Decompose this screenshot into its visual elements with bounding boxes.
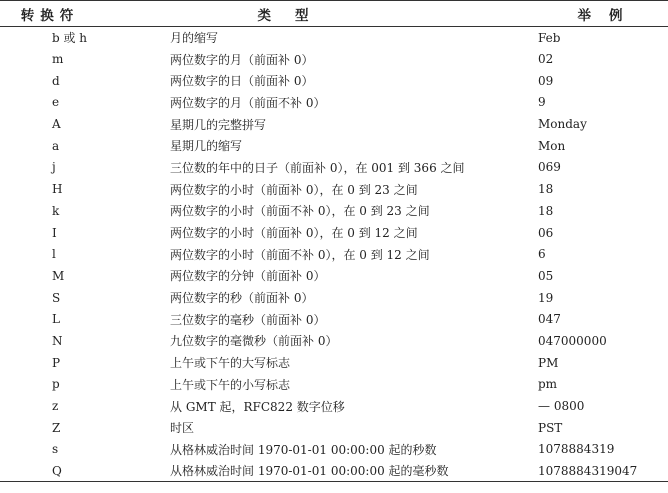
header-conversion: 转换符 xyxy=(0,1,160,27)
conversion-cell: s xyxy=(52,442,59,457)
example-cell: 19 xyxy=(538,290,554,305)
table-row xyxy=(0,439,668,461)
example-cell: 1078884319 xyxy=(538,442,615,457)
table-header-row xyxy=(0,1,668,27)
example-cell: PST xyxy=(538,420,563,435)
table-row xyxy=(0,113,668,135)
type-cell: 两位数字的小时（前面不补 0），在 0 到 12 之间 xyxy=(170,247,430,262)
conversion-cell: p xyxy=(52,377,60,392)
conversion-cell: S xyxy=(52,290,61,305)
table-row xyxy=(0,265,668,287)
header-example: 举例 xyxy=(530,1,668,27)
table-row xyxy=(0,92,668,114)
example-cell: — 0800 xyxy=(538,399,585,414)
type-cell: 上午或下午的小写标志 xyxy=(170,377,291,392)
table-row xyxy=(0,178,668,200)
example-cell: 1078884319047 xyxy=(530,460,668,482)
example-cell: Feb xyxy=(538,30,561,45)
conversion-cell: z xyxy=(52,399,59,414)
type-cell: 两位数字的小时（前面补 0），在 0 到 12 之间 xyxy=(170,226,418,241)
conversion-cell: e xyxy=(52,95,60,110)
example-cell: 18 xyxy=(538,203,554,218)
type-cell: 三位数的年中的日子（前面补 0），在 001 到 366 之间 xyxy=(170,160,465,175)
example-cell: 09 xyxy=(538,73,554,88)
example-cell: 047000000 xyxy=(538,333,607,348)
type-cell: 月的缩写 xyxy=(170,31,219,46)
type-cell: 两位数字的秒（前面补 0） xyxy=(170,291,314,306)
table-row xyxy=(0,48,668,70)
example-cell: 05 xyxy=(538,268,554,283)
table-row xyxy=(0,200,668,222)
example-cell: 9 xyxy=(538,95,546,110)
type-cell: 星期几的缩写 xyxy=(170,139,243,154)
example-cell: Monday xyxy=(538,117,587,132)
type-cell: 两位数字的日（前面补 0） xyxy=(170,74,314,89)
type-cell: 两位数字的小时（前面不补 0），在 0 到 23 之间 xyxy=(170,204,430,219)
table-body xyxy=(0,27,668,482)
conversion-cell: b 或 h xyxy=(52,31,88,46)
example-cell: PM xyxy=(538,355,559,370)
type-cell: 九位数字的毫微秒（前面补 0） xyxy=(170,334,338,349)
table-row xyxy=(0,374,668,396)
conversion-cell: L xyxy=(52,312,60,327)
example-cell: Mon xyxy=(538,138,566,153)
conversion-cell: H xyxy=(52,182,63,197)
type-cell: 星期几的完整拼写 xyxy=(170,117,267,132)
type-cell: 三位数字的毫秒（前面补 0） xyxy=(170,312,326,327)
table-row xyxy=(0,395,668,417)
conversion-cell: M xyxy=(52,268,65,283)
table-row xyxy=(0,157,668,179)
example-cell: 6 xyxy=(538,247,546,262)
example-cell: 069 xyxy=(538,160,561,175)
table-row xyxy=(0,287,668,309)
table-row xyxy=(0,330,668,352)
conversion-cell: m xyxy=(52,52,64,67)
conversion-cell: Q xyxy=(0,460,160,482)
conversion-cell: P xyxy=(52,355,61,370)
table-row xyxy=(0,135,668,157)
type-cell: 时区 xyxy=(170,421,195,436)
conversion-cell: Z xyxy=(52,420,61,435)
example-cell: 18 xyxy=(538,182,554,197)
table-row xyxy=(0,222,668,244)
type-cell: 两位数字的月（前面补 0） xyxy=(170,52,314,67)
conversion-cell: j xyxy=(52,160,56,175)
type-cell: 从格林威治时间 1970-01-01 00:00:00 起的毫秒数 xyxy=(160,460,530,482)
example-cell: 06 xyxy=(538,225,554,240)
conversion-cell: d xyxy=(52,73,60,88)
table-row xyxy=(0,417,668,439)
table-row xyxy=(0,243,668,265)
type-cell: 两位数字的小时（前面补 0），在 0 到 23 之间 xyxy=(170,182,418,197)
conversion-cell: N xyxy=(52,333,63,348)
conversion-cell: k xyxy=(52,203,60,218)
header-type: 类型 xyxy=(160,1,530,27)
conversion-cell: A xyxy=(52,117,61,132)
table-row xyxy=(0,352,668,374)
type-cell: 两位数字的分钟（前面补 0） xyxy=(170,269,326,284)
table-row xyxy=(0,27,668,49)
conversion-cell: I xyxy=(52,225,57,240)
conversion-cell: l xyxy=(52,247,56,262)
type-cell: 从 GMT 起，RFC822 数字位移 xyxy=(170,399,345,414)
type-cell: 从格林威治时间 1970-01-01 00:00:00 起的秒数 xyxy=(170,442,437,457)
table-row xyxy=(0,308,668,330)
table-row xyxy=(0,460,668,482)
example-cell: 02 xyxy=(538,52,554,67)
example-cell: pm xyxy=(538,377,558,392)
example-cell: 047 xyxy=(538,312,561,327)
conversion-cell: a xyxy=(52,138,60,153)
table-row xyxy=(0,70,668,92)
type-cell: 上午或下午的大写标志 xyxy=(170,356,291,371)
type-cell: 两位数字的月（前面不补 0） xyxy=(170,95,326,110)
